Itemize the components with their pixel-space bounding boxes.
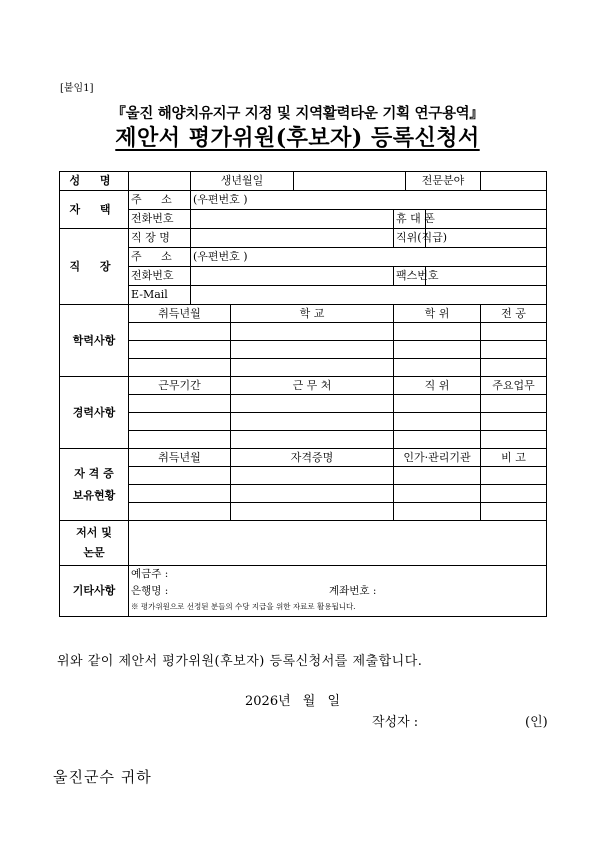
publications-label-line2: 논문 [83, 546, 105, 559]
career-header: 근무기간 [129, 377, 231, 395]
home-phone-row [60, 210, 547, 229]
date-line: 2026년 월 일 [245, 694, 341, 709]
career-cell[interactable] [481, 431, 547, 449]
birth-label: 생년월일 [191, 172, 294, 191]
career-row [60, 413, 547, 431]
home-phone-field[interactable] [191, 210, 394, 229]
other-field [129, 566, 547, 617]
career-cell[interactable] [231, 413, 394, 431]
specialty-label: 전문분야 [406, 172, 481, 191]
mobile-field[interactable] [426, 210, 547, 229]
career-cell[interactable] [394, 395, 481, 413]
license-header: 인가·관리기관 [394, 449, 481, 467]
career-cell[interactable] [481, 413, 547, 431]
license-cell[interactable] [231, 485, 394, 503]
registration-form-table [59, 171, 547, 617]
career-section-label: 경력사항 [60, 377, 129, 449]
home-section-label: 자 택 [60, 191, 129, 229]
bank-line [131, 582, 546, 600]
education-row [60, 341, 547, 359]
name-row [60, 172, 547, 191]
name-label: 성 명 [60, 172, 129, 191]
career-cell[interactable] [129, 395, 231, 413]
license-row [60, 485, 547, 503]
education-cell[interactable] [129, 359, 231, 377]
other-section-label: 기타사항 [60, 566, 129, 617]
license-header: 자격증명 [231, 449, 394, 467]
home-phone-label: 전화번호 [129, 210, 191, 229]
career-row [60, 431, 547, 449]
career-cell[interactable] [129, 413, 231, 431]
account-label: 계좌번호 : [329, 585, 377, 597]
education-cell[interactable] [129, 323, 231, 341]
education-row [60, 323, 547, 341]
holder-label: 예금주 : [131, 568, 169, 580]
fax-label: 팩스번호 [394, 267, 426, 286]
publications-section-label [60, 521, 129, 566]
license-cell[interactable] [129, 503, 231, 521]
email-label: E-Mail [129, 286, 191, 305]
name-field[interactable] [129, 172, 191, 191]
education-cell[interactable] [231, 341, 394, 359]
license-cell[interactable] [129, 485, 231, 503]
license-label-line2: 보유현황 [72, 488, 116, 502]
birth-field[interactable] [294, 172, 406, 191]
education-cell[interactable] [231, 359, 394, 377]
education-header: 학 교 [231, 305, 394, 323]
work-phone-label: 전화번호 [129, 267, 191, 286]
license-label-line1: 자 격 증 [74, 466, 114, 480]
workplace-label: 직 장 명 [129, 229, 191, 248]
education-cell[interactable] [129, 341, 231, 359]
publications-label-line1: 저서 및 [76, 526, 112, 539]
fax-field[interactable] [426, 267, 547, 286]
license-cell[interactable] [231, 503, 394, 521]
license-header-row [60, 449, 547, 467]
license-cell[interactable] [231, 467, 394, 485]
education-cell[interactable] [481, 323, 547, 341]
education-row [60, 359, 547, 377]
license-cell[interactable] [394, 485, 481, 503]
education-header: 취득년월 [129, 305, 231, 323]
license-row [60, 503, 547, 521]
license-cell[interactable] [481, 485, 547, 503]
education-cell[interactable] [481, 341, 547, 359]
work-address-row [60, 248, 547, 267]
form-title-wrap [0, 121, 595, 152]
specialty-field[interactable] [481, 172, 547, 191]
education-cell[interactable] [394, 359, 481, 377]
career-cell[interactable] [481, 395, 547, 413]
project-title: 『울진 해양치유지구 지정 및 지역활력타운 기획 연구용역』 [111, 106, 484, 122]
license-header: 취득년월 [129, 449, 231, 467]
other-row [60, 566, 547, 617]
attachment-label: [붙임1] [60, 83, 94, 94]
license-cell[interactable] [481, 503, 547, 521]
home-address-row [60, 191, 547, 210]
email-row [60, 286, 547, 305]
education-cell[interactable] [394, 323, 481, 341]
work-address-field[interactable]: (우편번호 ) [191, 248, 547, 267]
email-field[interactable] [191, 286, 547, 305]
work-address-label: 주 소 [129, 248, 191, 267]
seal-label: (인) [525, 715, 548, 730]
workplace-row [60, 229, 547, 248]
license-row [60, 467, 547, 485]
career-cell[interactable] [129, 431, 231, 449]
career-header: 근 무 처 [231, 377, 394, 395]
education-header-row [60, 305, 547, 323]
publications-field[interactable] [129, 521, 547, 566]
license-header: 비 고 [481, 449, 547, 467]
license-section-label [60, 449, 129, 521]
mobile-label: 휴 대 폰 [394, 210, 426, 229]
position-label: 직위(직급) [394, 229, 426, 248]
license-cell[interactable] [129, 467, 231, 485]
education-cell[interactable] [394, 341, 481, 359]
career-header: 직 위 [394, 377, 481, 395]
other-note: ※ 평가위원으로 선정된 분들의 수당 지급을 위한 자료로 활용됩니다. [131, 602, 356, 611]
recipient: 울진군수 귀하 [53, 768, 152, 786]
license-cell[interactable] [394, 467, 481, 485]
license-cell[interactable] [394, 503, 481, 521]
form-title: 제안서 평가위원(후보자) 등록신청서 [115, 125, 480, 151]
home-address-label: 주 소 [129, 191, 191, 210]
work-phone-field[interactable] [191, 267, 394, 286]
career-cell[interactable] [394, 413, 481, 431]
career-cell[interactable] [231, 431, 394, 449]
bank-label: 은행명 : [131, 585, 169, 597]
career-cell[interactable] [231, 395, 394, 413]
home-address-field[interactable]: (우편번호 ) [191, 191, 547, 210]
education-header: 학 위 [394, 305, 481, 323]
education-cell[interactable] [481, 359, 547, 377]
license-cell[interactable] [481, 467, 547, 485]
education-section-label: 학력사항 [60, 305, 129, 377]
career-row [60, 395, 547, 413]
publications-row [60, 521, 547, 566]
career-header: 주요업무 [481, 377, 547, 395]
work-section-label: 직 장 [60, 229, 129, 305]
education-cell[interactable] [231, 323, 394, 341]
career-cell[interactable] [394, 431, 481, 449]
career-header-row [60, 377, 547, 395]
workplace-field[interactable] [191, 229, 394, 248]
author-label: 작성자 : [372, 715, 419, 730]
submit-statement: 위와 같이 제안서 평가위원(후보자) 등록신청서를 제출합니다. [57, 654, 423, 669]
work-phone-row [60, 267, 547, 286]
education-header: 전 공 [481, 305, 547, 323]
